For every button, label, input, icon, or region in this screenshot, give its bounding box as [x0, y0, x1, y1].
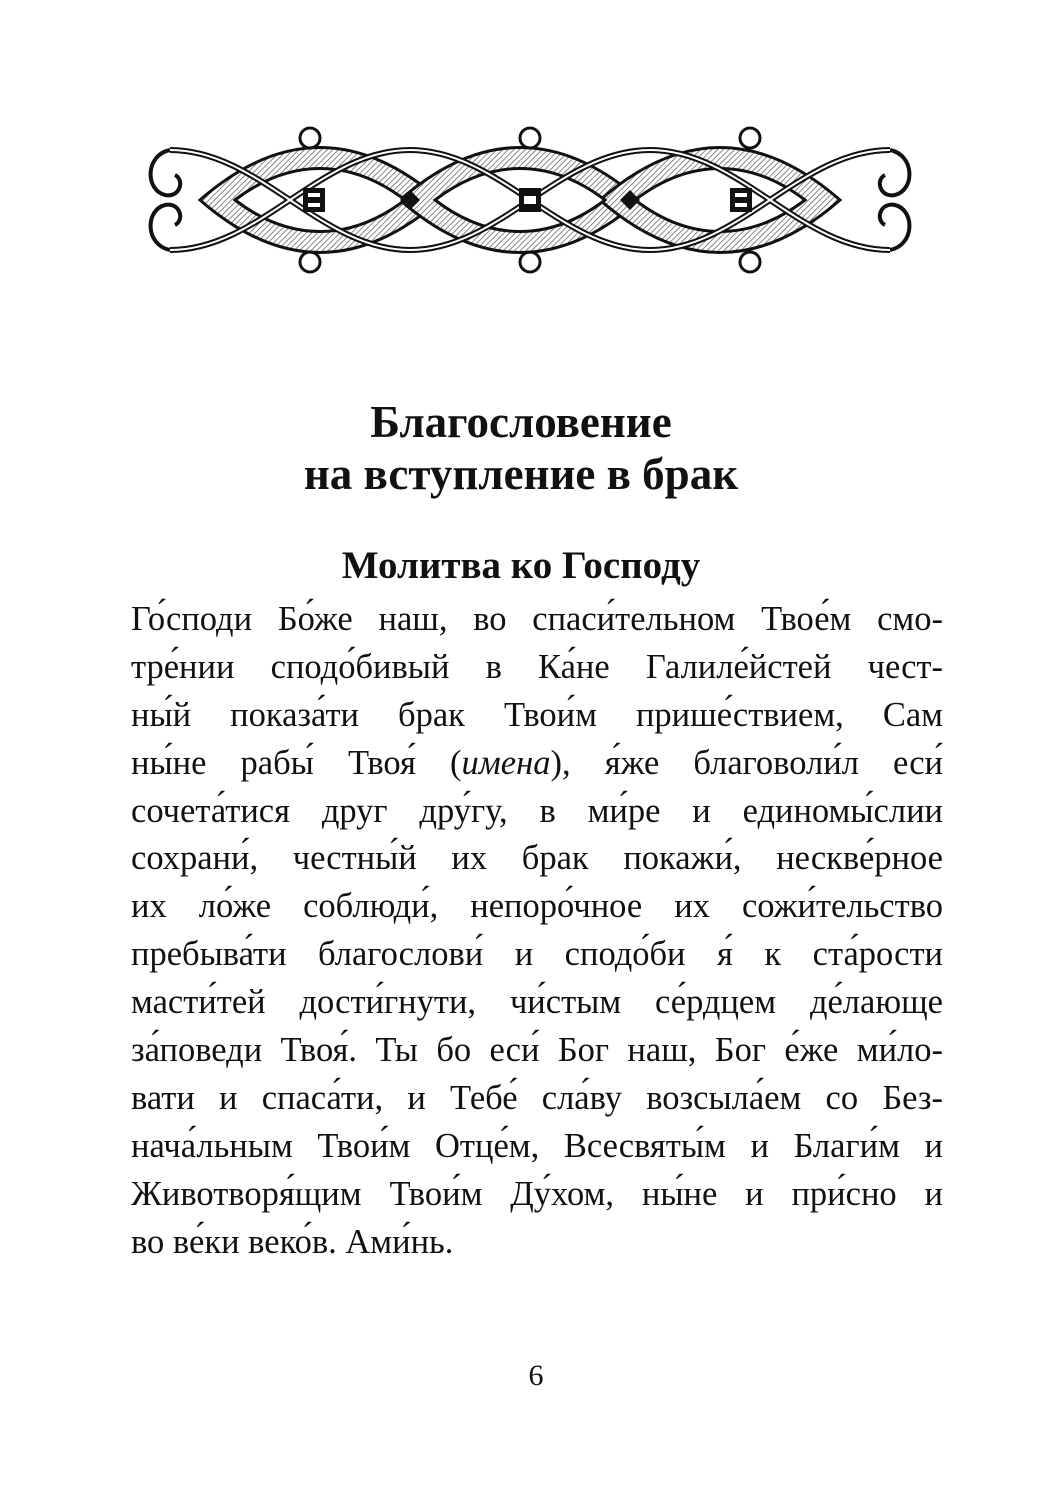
- prayer-line: нача́льным Твои́м Отце́м, Всесвяты́м и Благи́м и: [131, 1126, 943, 1165]
- prayer-line-part: ны́не рабы́ Твоя́ (: [131, 743, 462, 782]
- prayer-text: [131, 596, 943, 1266]
- prayer-line: их ло́же соблюди́, непоро́чное их сожи́тельство: [131, 887, 943, 926]
- prayer-line: сочета́тися друг дру́гу, в ми́ре и единомы́слии: [131, 791, 943, 830]
- page-title-line-1: Благословение: [370, 397, 672, 447]
- prayer-heading: Молитва ко Господу: [341, 544, 701, 587]
- prayer-line: сохрани́, честны́й их брак покажи́, нескве́рное: [131, 839, 943, 878]
- prayer-line: во ве́ки веко́в. Ами́нь.: [131, 1222, 454, 1261]
- prayer-line: вати и спаса́ти, и Тебе́ сла́ву возсыла́ем со Без-: [131, 1078, 943, 1117]
- page-number: 6: [528, 1359, 544, 1392]
- prayer-line: ны́й показа́ти брак Твои́м прише́ствием, Сам: [131, 695, 943, 734]
- prayer-line: Го́споди Бо́же наш, во спаси́тельном Твое́м смо-: [131, 600, 943, 638]
- prayer-line: за́поведи Твоя́. Ты бо еси́ Бог наш, Бог е́же ми́ло-: [131, 1031, 943, 1070]
- prayer-line: [131, 740, 943, 788]
- interlace-ornament: [140, 110, 940, 290]
- prayer-line: Животворя́щим Твои́м Ду́хом, ны́не и при́сно и: [131, 1174, 943, 1213]
- prayer-line: пребыва́ти благослови́ и сподо́би я́ к ста́рости: [131, 935, 943, 974]
- prayer-line: тре́нии сподо́бивый в Ка́не Галиле́йстей чест-: [131, 647, 943, 686]
- prayer-line-part: ), я́же благоволи́л еси́: [550, 743, 944, 782]
- prayer-line: масти́тей дости́гнути, чи́стым се́рдцем де́лающе: [131, 983, 943, 1022]
- page-title-line-2: на вступление в брак: [303, 449, 739, 499]
- names-placeholder: имена: [461, 743, 551, 782]
